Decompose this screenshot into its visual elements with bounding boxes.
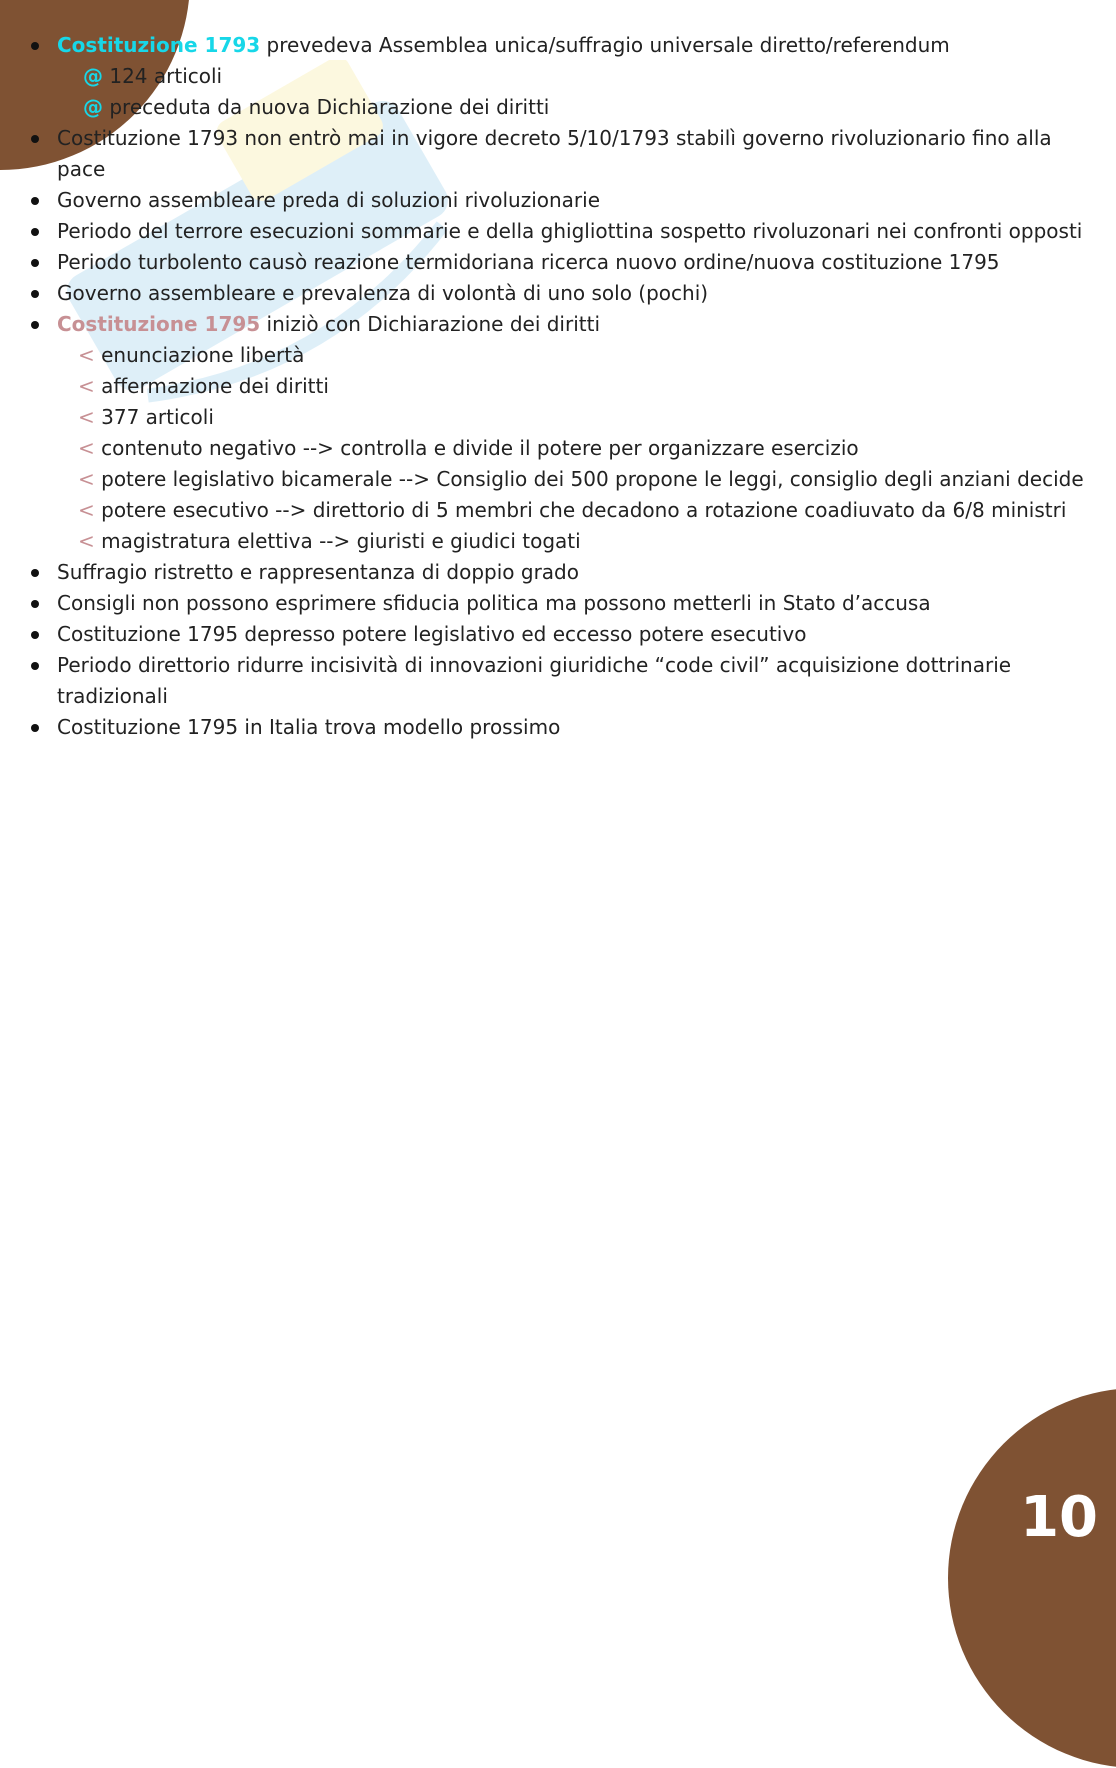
sub-item-text: 377 articoli — [94, 405, 214, 429]
highlight-term: Costituzione 1793 — [57, 33, 261, 57]
sub-item — [0, 92, 1116, 123]
item-text: iniziò con Dichiarazione dei diritti — [260, 312, 600, 336]
lt-marker: < — [78, 436, 95, 460]
list-item — [0, 216, 1097, 247]
sub-item-text: potere legislativo bicamerale --> Consiglio dei 500 propone le leggi, consiglio degli anziani decide — [94, 467, 1084, 491]
list-item — [0, 557, 1116, 588]
lt-marker: < — [78, 498, 95, 522]
item-text: Consigli non possono esprimere sfiducia politica ma possono metterli in Stato d’accusa — [57, 591, 931, 615]
lt-marker: < — [78, 405, 95, 429]
sub-item-text: 124 articoli — [103, 64, 223, 88]
sub-item — [0, 464, 1116, 495]
lt-marker: < — [78, 467, 95, 491]
sub-item — [0, 61, 1116, 92]
corner-decoration-bottom-right — [948, 1388, 1116, 1768]
lt-marker: < — [78, 343, 95, 367]
sub-item — [0, 340, 1116, 371]
sub-item-text: potere esecutivo --> direttorio di 5 membri che decadono a rotazione coadiuvato da 6/8 ministri — [94, 498, 1067, 522]
item-text: Costituzione 1795 in Italia trova modello prossimo — [57, 715, 561, 739]
list-item — [0, 588, 1116, 619]
item-text: Suffragio ristretto e rappresentanza di doppio grado — [57, 560, 579, 584]
notes-list — [0, 30, 1116, 743]
list-item — [0, 309, 1116, 340]
item-text: Periodo turbolento causò reazione termidoriana ricerca nuovo ordine/nuova costituzione 1795 — [57, 250, 1000, 274]
list-item — [0, 123, 1097, 185]
sub-item-text: affermazione dei diritti — [94, 374, 329, 398]
highlight-term: Costituzione 1795 — [57, 312, 261, 336]
list-item — [0, 712, 1116, 743]
at-marker: @ — [83, 64, 103, 88]
item-text: prevedeva Assemblea unica/suffragio universale diretto/referendum — [260, 33, 950, 57]
item-text: Governo assembleare e prevalenza di volontà di uno solo (pochi) — [57, 281, 709, 305]
list-item — [0, 278, 1116, 309]
list-item — [0, 247, 1116, 278]
lt-marker: < — [78, 374, 95, 398]
item-text: Costituzione 1793 non entrò mai in vigore decreto 5/10/1793 stabilì governo rivoluzionario fino alla pace — [57, 126, 1052, 181]
item-text: Governo assembleare preda di soluzioni rivoluzionarie — [57, 188, 601, 212]
sub-item-text: magistratura elettiva --> giuristi e giudici togati — [94, 529, 581, 553]
sub-item — [0, 526, 1116, 557]
sub-item — [0, 371, 1116, 402]
sub-item-text: preceduta da nuova Dichiarazione dei diritti — [103, 95, 550, 119]
list-item — [0, 619, 1116, 650]
at-marker: @ — [83, 95, 103, 119]
lt-marker: < — [78, 529, 95, 553]
list-item — [0, 185, 1116, 216]
list-item — [0, 650, 1097, 712]
item-text: Costituzione 1795 depresso potere legislativo ed eccesso potere esecutivo — [57, 622, 807, 646]
sub-item — [0, 495, 1116, 526]
page-number: 10 — [1020, 1485, 1098, 1550]
item-text: Periodo del terrore esecuzioni sommarie e della ghigliottina sospetto rivoluzonari nei confronti opposti — [57, 219, 1083, 243]
sub-item-text: contenuto negativo --> controlla e divide il potere per organizzare esercizio — [94, 436, 859, 460]
list-item — [0, 30, 1116, 61]
item-text: Periodo direttorio ridurre incisività di innovazioni giuridiche “code civil” acquisizione dottrinarie tradizionali — [57, 653, 1012, 708]
sub-item — [0, 433, 1116, 464]
sub-item-text: enunciazione libertà — [94, 343, 305, 367]
sub-item — [0, 402, 1116, 433]
